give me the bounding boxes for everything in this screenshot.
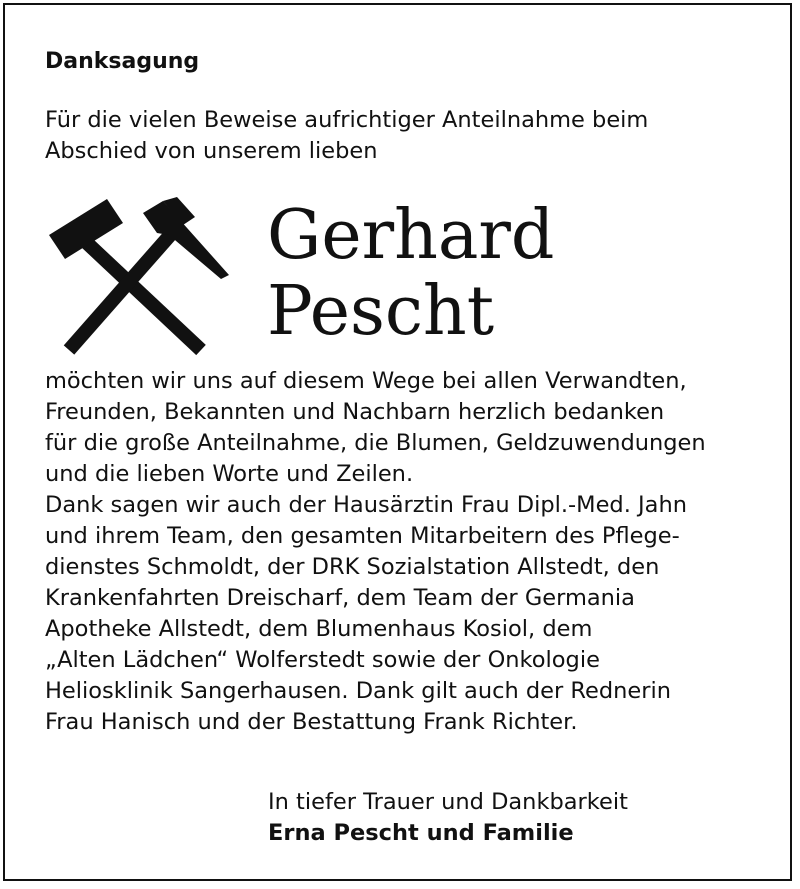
body-line: Dank sagen wir auch der Hausärztin Frau Dipl.-Med. Jahn [45,492,687,518]
body-line: für die große Anteilnahme, die Blumen, Geldzuwendungen [45,430,706,456]
deceased-last-name: Pescht [267,272,495,351]
closing-block [268,787,628,849]
body-line: Krankenfahrten Dreischarf, dem Team der Germania [45,585,635,611]
intro-line: Für die vielen Beweise aufrichtiger Anteilnahme beim [45,107,649,133]
body-line: und die lieben Worte und Zeilen. [45,461,414,487]
body-line: möchten wir uns auf diesem Wege bei allen Verwandten, [45,368,687,394]
thanks-body [45,366,706,738]
notice-heading: Danksagung [45,49,200,74]
body-line: und ihrem Team, den gesamten Mitarbeitern des Pflege- [45,523,680,549]
body-line: Apotheke Allstedt, dem Blumenhaus Kosiol, dem [45,616,593,642]
intro-line: Abschied von unserem lieben [45,138,378,164]
body-line: Freunden, Bekannten und Nachbarn herzlich bedanken [45,399,665,425]
body-line: dienstes Schmoldt, der DRK Sozialstation Allstedt, den [45,554,660,580]
body-line: Heliosklinik Sangerhausen. Dank gilt auch der Rednerin [45,678,672,704]
deceased-name [267,198,554,350]
deceased-first-name: Gerhard [267,196,555,275]
closing-line: In tiefer Trauer und Dankbarkeit [268,789,628,815]
intro-text [45,105,648,167]
family-signature: Erna Pescht und Familie [268,820,574,846]
body-line: Frau Hanisch und der Bestattung Frank Richter. [45,709,578,735]
hammer-and-pick-icon [45,195,230,360]
body-line: „Alten Lädchen“ Wolferstedt sowie der Onkologie [45,647,600,673]
